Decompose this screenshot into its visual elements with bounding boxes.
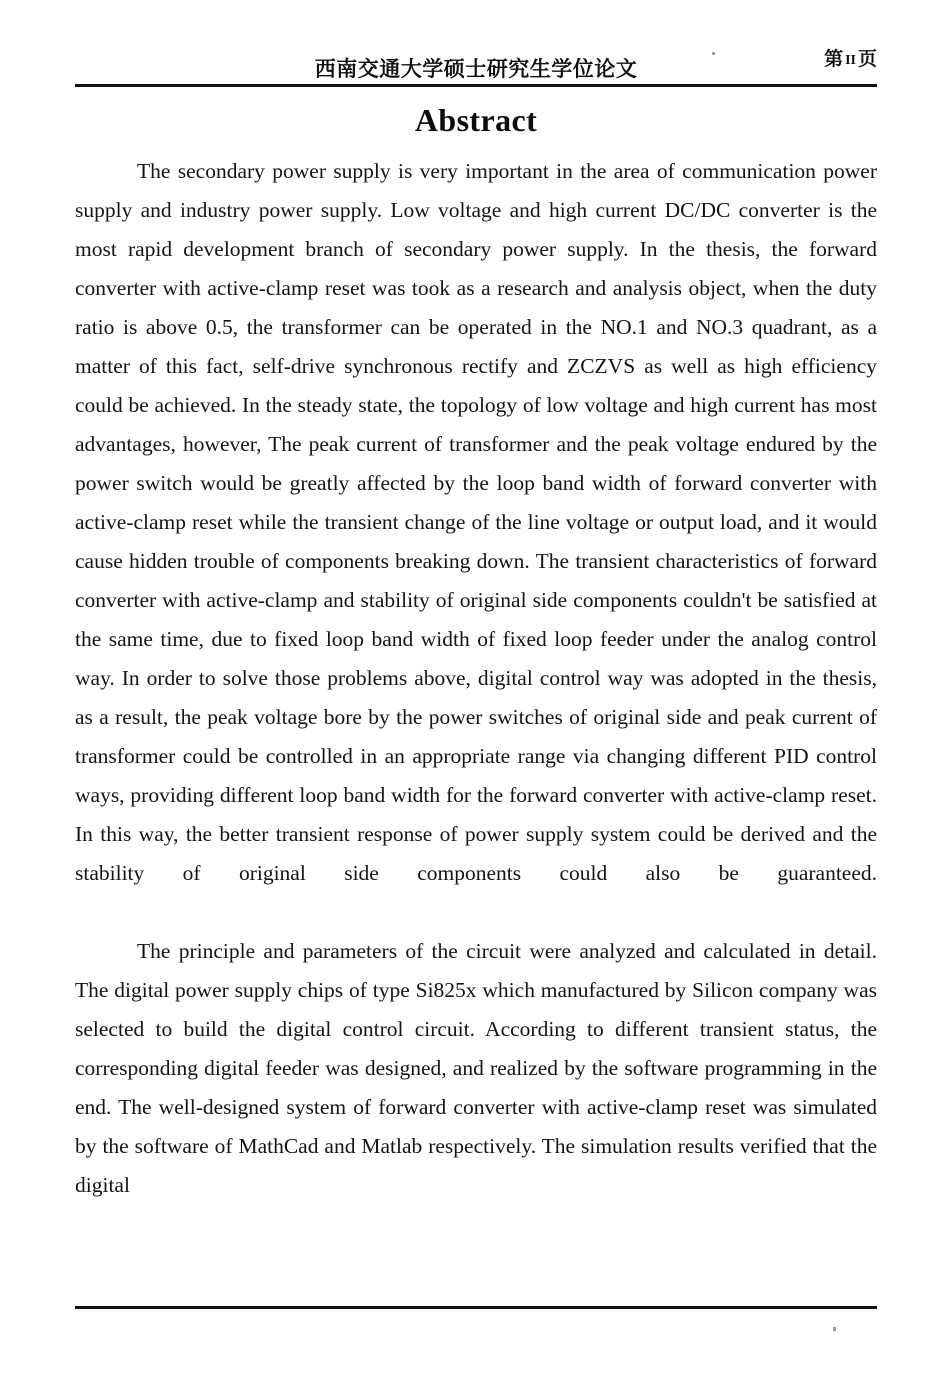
footer-rule — [75, 1306, 877, 1309]
page-label-prefix: 第 — [824, 48, 844, 70]
scan-speck-footer — [833, 1327, 836, 1331]
header-page-number — [824, 50, 877, 69]
abstract-paragraph-2: The principle and parameters of the circuit were analyzed and calculated in detail. The digital power supply chips of type Si825x which manufactured by Silicon company was selected to build the digital control circuit. According to different transient status, the corresponding digital feeder was designed, and realized by the software programming in the end. The well-designed system of forward converter with active-clamp reset was simulated by the software of MathCad and Matlab respectively. The simulation results verified that the digital — [75, 939, 877, 1197]
page-label-suffix: 页 — [857, 48, 877, 70]
document-body — [75, 100, 877, 1244]
header-rule — [75, 84, 877, 87]
header-thesis-title: 西南交通大学硕士研究生学位论文 — [314, 57, 638, 81]
scan-speck-header — [712, 52, 715, 55]
page-header — [75, 40, 877, 80]
abstract-paragraph-1: The secondary power supply is very important in the area of communication power supply and industry power supply. Low voltage and high current DC/DC converter is the most rapid development branch of secondary power supply. In the thesis, the forward converter with active-clamp reset was took as a research and analysis object, when the duty ratio is above 0.5, the transformer can be operated in the NO.1 and NO.3 quadrant, as a matter of this fact, self-drive synchronous rectify and ZCZVS as well as high efficiency could be achieved. In the steady state, the topology of low voltage and high current has most advantages, however, The peak current of transformer and the peak voltage endured by the power switch would be greatly affected by the loop band width of forward converter with active-clamp reset while the transient change of the line voltage or output load, and it would cause hidden trouble of components breaking down. The transient characteristics of forward converter with active-clamp and stability of original side components couldn't be satisfied at the same time, due to fixed loop band width of fixed loop feeder under the analog control way. In order to solve those problems above, digital control way was adopted in the thesis, as a result, the peak voltage bore by the power switches of original side and peak current of transformer could be controlled in an appropriate range via changing different PID control ways, providing different loop band width for the forward converter with active-clamp reset. In this way, the better transient response of power supply system could be derived and the stability of original side components could also be guaranteed. — [75, 159, 877, 885]
page-number-value: II — [845, 53, 856, 68]
page-title: Abstract — [414, 102, 538, 138]
